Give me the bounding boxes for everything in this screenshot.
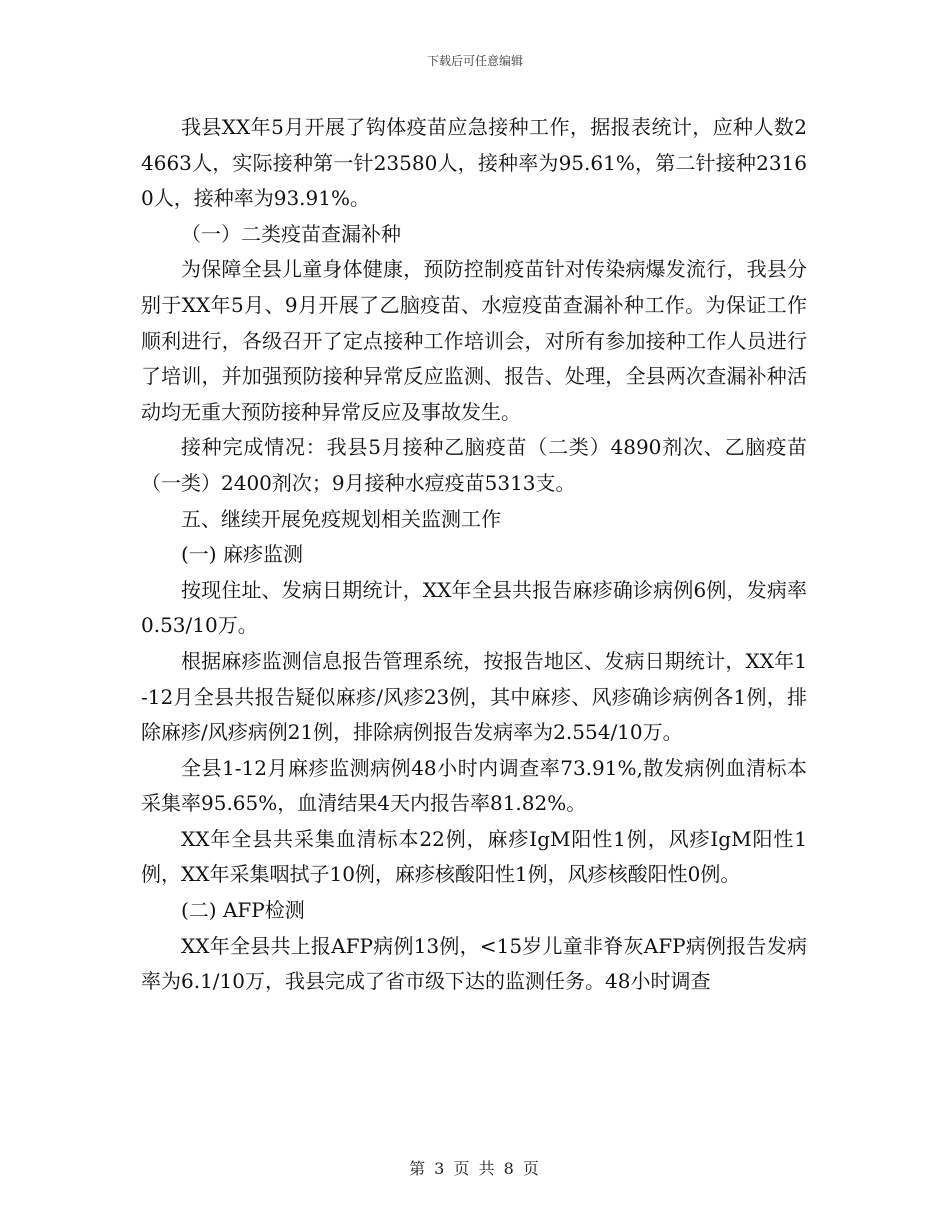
section-heading-catch-up: （一）二类疫苗查漏补种 [181, 221, 401, 246]
paragraph-vaccination-stats: 我县XX年5月开展了钩体疫苗应急接种工作，据报表统计，应种人数24663人，实际接种第一针23580人，接种率为95.61%，第二针接种23160人，接种率为93.91%。 [141, 115, 807, 211]
paragraph-afp: XX年全县共上报AFP病例13例，<15岁儿童非脊灰AFP病例报告发病率为6.1/10万，我县完成了省市级下达的监测任务。48小时调查 [141, 933, 807, 994]
subsection-heading-measles: (一) 麻疹监测 [181, 542, 303, 567]
section-heading-monitoring: 五、继续开展免疫规划相关监测工作 [181, 506, 501, 531]
paragraph-serum-samples: XX年全县共采集血清标本22例，麻疹IgM阳性1例，风疹IgM阳性1例，XX年采集咽拭子10例，麻疹核酸阳性1例，风疹核酸阳性0例。 [141, 826, 807, 887]
paragraph-catch-up-work: 为保障全县儿童身体健康，预防控制疫苗针对传染病爆发流行，我县分别于XX年5月、9月开展了乙脑疫苗、水痘疫苗查漏补种工作。为保证工作顺利进行，各级召开了定点接种工作培训会，对所有参加接种工作人员进行了培训，并加强预防接种异常反应监测、报告、处理，全县两次查漏补种活动均无重大预防接种异常反应及事故发生。 [141, 257, 807, 424]
page-footer: 第 3 页 共 8 页 [409, 1159, 541, 1178]
document-body [141, 110, 807, 1000]
paragraph-completion: 接种完成情况：我县5月接种乙脑疫苗（二类）4890剂次、乙脑疫苗（一类）2400剂次；9月接种水痘疫苗5313支。 [141, 435, 807, 495]
subsection-heading-afp: (二) AFP检测 [181, 898, 305, 923]
paragraph-measles-suspected: 根据麻疹监测信息报告管理系统，按报告地区、发病日期统计，XX年1-12月全县共报告疑似麻疹/风疹23例，其中麻疹、风疹确诊病例各1例，排除麻疹/风疹病例21例，排除病例报告发病率为2.554/10万。 [141, 648, 807, 745]
paragraph-measles-rates: 全县1-12月麻疹监测病例48小时内调查率73.91%,散发病例血清标本采集率95.65%，血清结果4天内报告率81.82%。 [141, 755, 807, 816]
paragraph-measles-confirmed: 按现住址、发病日期统计，XX年全县共报告麻疹确诊病例6例，发病率0.53/10万。 [141, 577, 807, 638]
page-header: 下载后可任意编辑 [426, 54, 523, 68]
